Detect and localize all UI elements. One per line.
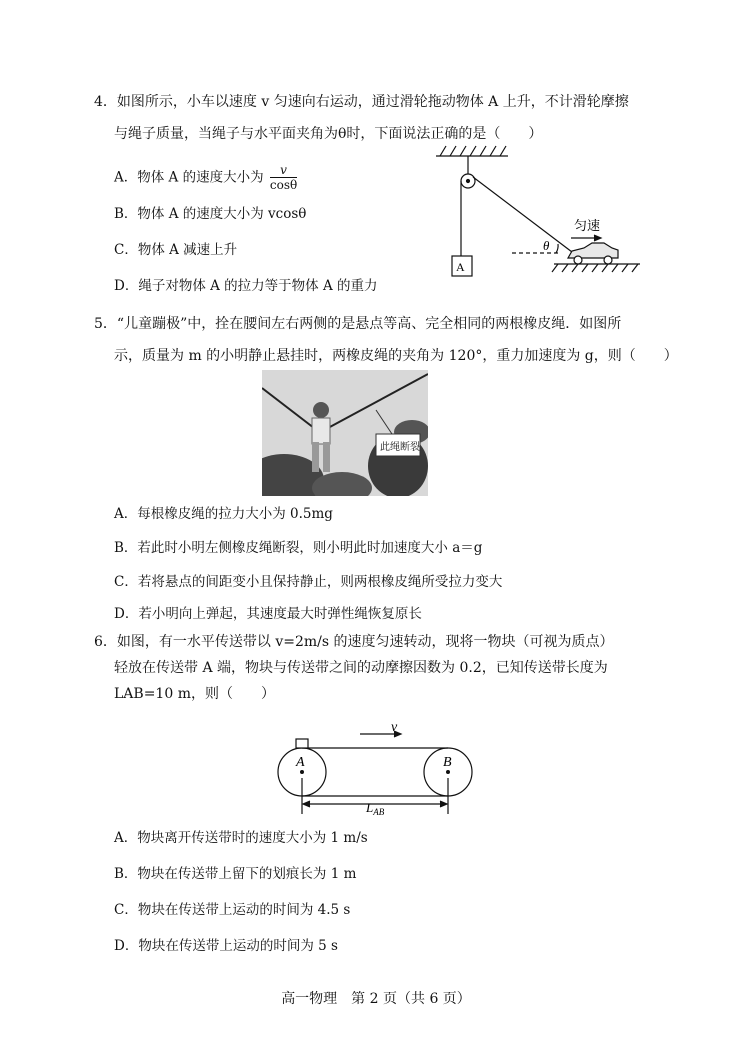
q6-option-a[interactable]: A．物块离开传送带时的速度大小为 1 m/s: [114, 830, 368, 846]
q5-option-d[interactable]: D．若小明向上弹起，其速度最大时弹性绳恢复原长: [114, 606, 422, 622]
q4-option-a-numerator: v: [270, 164, 297, 178]
q6-option-c[interactable]: C．物块在传送带上运动的时间为 4.5 s: [114, 902, 351, 918]
q6-option-d[interactable]: D．物块在传送带上运动的时间为 5 s: [114, 938, 338, 954]
q6-end-a-label: A: [296, 755, 305, 770]
q4-option-c[interactable]: C．物体 A 减速上升: [114, 242, 238, 258]
q4-stem-line1: 4．如图所示，小车以速度 v 匀速向右运动，通过滑轮拖动物体 A 上升，不计滑轮摩擦: [94, 94, 629, 110]
q6-velocity-label: v: [391, 720, 398, 735]
q4-option-a[interactable]: [114, 164, 297, 192]
q4-option-d[interactable]: D．绳子对物体 A 的拉力等于物体 A 的重力: [114, 278, 378, 294]
q6-stem-line1: 6．如图，有一水平传送带以 v=2m/s 的速度匀速转动，现将一物块（可视为质点）: [94, 634, 614, 650]
q6-end-b-label: B: [443, 755, 452, 770]
q4-option-a-denominator: cosθ: [269, 178, 298, 192]
q5-stem-line2: 示，质量为 m 的小明静止悬挂时，两橡皮绳的夹角为 120°，重力加速度为 g，则（ ）: [114, 348, 678, 364]
q5-stem-line1: 5．“儿童蹦极”中，拴在腰间左右两侧的是悬点等高、完全相同的两根橡皮绳．如图所: [94, 316, 622, 332]
q6-stem-line3: LAB=10 m，则（ ）: [114, 686, 275, 702]
q6-conveyor-diagram: [270, 716, 480, 820]
q4-option-a-fraction: [270, 164, 297, 192]
q5-bungee-photo: [262, 370, 428, 496]
q4-stem-line2: 与绳子质量，当绳子与水平面夹角为θ时，下面说法正确的是（ ）: [114, 126, 543, 142]
q5-photo-label: 此绳断裂: [380, 442, 420, 453]
q6-length-symbol: L: [366, 800, 374, 815]
q4-block-label: A: [456, 260, 465, 274]
q4-pulley-diagram: [420, 140, 650, 288]
q5-option-a[interactable]: A．每根橡皮绳的拉力大小为 0.5mg: [114, 506, 333, 522]
q6-option-b[interactable]: B．物块在传送带上留下的划痕长为 1 m: [114, 866, 357, 882]
q5-photo-illustration: [262, 370, 428, 496]
q4-option-b[interactable]: B．物体 A 的速度大小为 vcosθ: [114, 206, 307, 222]
q6-stem-line2: 轻放在传送带 A 端，物块与传送带之间的动摩擦因数为 0.2，已知传送带长度为: [114, 660, 608, 676]
q4-theta-label: θ: [543, 238, 550, 253]
q6-length-subscript: AB: [373, 807, 385, 817]
q4-speed-label: 匀速: [574, 219, 601, 234]
q5-option-c[interactable]: C．若将悬点的间距变小且保持静止，则两根橡皮绳所受拉力变大: [114, 574, 503, 590]
page-footer: 高一物理 第 2 页（共 6 页）: [281, 991, 471, 1007]
q5-option-b[interactable]: B．若此时小明左侧橡皮绳断裂，则小明此时加速度大小 a＝g: [114, 540, 483, 556]
q6-length-label: [365, 800, 385, 817]
q4-option-a-text: A．物体 A 的速度大小为: [114, 169, 264, 186]
